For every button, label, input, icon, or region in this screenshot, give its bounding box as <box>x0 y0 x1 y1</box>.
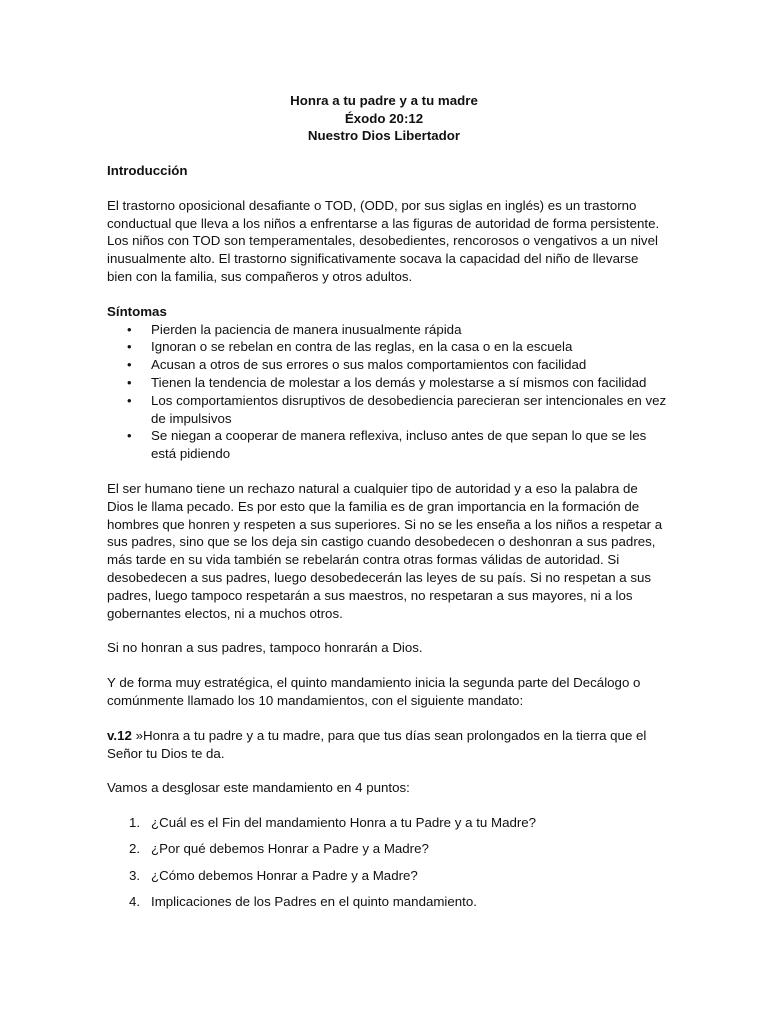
list-item-text: Implicaciones de los Padres en el quinto mandamiento. <box>151 894 477 909</box>
list-item-text: Se niegan a cooperar de manera reflexiva, incluso antes de que sepan lo que se les está pidiendo <box>151 428 647 462</box>
points-list <box>107 814 667 911</box>
list-number: 3. <box>129 867 141 883</box>
verse-reference: v.12 <box>107 727 132 743</box>
list-item <box>107 338 667 356</box>
list-item <box>107 356 667 374</box>
verse-paragraph <box>107 727 667 763</box>
body-paragraph-1: El ser humano tiene un rechazo natural a cualquier tipo de autoridad y a eso la palabra de Dios le llama pecado. Es por esto que la familia es de gran importancia en la formación de hombres que honren y respeten a sus superiores. Si no se les enseña a los niños a respetar a sus padres, sino que se los deja sin castigo cuando desobedecen o deshonran a sus padres, más tarde en su vida también se rebelarán contra otras formas válidas de autoridad. Si desobedecen a sus padres, luego desobedecerán las leyes de su país. Si no respetan a sus padres, luego tampoco respetarán a sus maestros, no respetaran a sus mayores, ni a los gobernantes electos, ni a muchos otros. <box>107 480 663 621</box>
symptoms-list <box>107 321 667 463</box>
list-item-text: Pierden la paciencia de manera inusualmente rápida <box>151 321 462 337</box>
symptoms-heading: Síntomas <box>107 303 167 319</box>
intro-paragraph: El trastorno oposicional desafiante o TOD, (ODD, por sus siglas en inglés) es un trastorno conductual que lleva a los niños a enfrentarse a las figuras de autoridad de forma persistente. Los niños con TOD son temperamentales, desobedientes, rencorosos o vengativos a un nivel inusualmente alto. El trastorno significativamente socava la capacidad del niño de llevarse bien con la familia, sus compañeros y otros adultos. <box>107 197 660 284</box>
list-item-text: ¿Cuál es el Fin del mandamiento Honra a tu Padre y a tu Madre? <box>151 815 537 831</box>
bullet-icon: • <box>127 321 132 337</box>
list-number: 4. <box>129 894 141 909</box>
list-number: 2. <box>129 841 141 857</box>
document-subtitle: Nuestro Dios Libertador <box>307 128 461 143</box>
list-number: 1. <box>129 815 141 831</box>
list-item <box>107 867 667 885</box>
scripture-reference: Éxodo 20:12 <box>344 110 424 126</box>
list-item <box>107 392 667 428</box>
document-title: Honra a tu padre y a tu madre <box>290 93 478 108</box>
list-item <box>107 893 667 911</box>
list-item-text: ¿Cómo debemos Honrar a Padre y a Madre? <box>151 867 418 883</box>
bullet-icon: • <box>127 357 132 373</box>
bullet-icon: • <box>127 428 132 444</box>
bullet-icon: • <box>127 339 132 355</box>
list-item-text: Los comportamientos disruptivos de desobediencia parecieran ser intencionales en vez de impulsivos <box>151 392 667 426</box>
body-paragraph-2: Si no honran a sus padres, tampoco honrarán a Dios. <box>107 640 423 656</box>
list-item <box>107 840 667 858</box>
list-item-text: Tienen la tendencia de molestar a los demás y molestarse a sí mismos con facilidad <box>151 374 647 390</box>
document-title-block <box>0 92 768 145</box>
bullet-icon: • <box>127 392 132 408</box>
list-item <box>107 374 667 392</box>
document-body <box>107 162 667 919</box>
verse-text: »Honra a tu padre y a tu madre, para que tus días sean prolongados en la tierra que el Señor tu Dios te da. <box>107 727 647 761</box>
bullet-icon: • <box>127 374 132 390</box>
list-item <box>107 814 667 832</box>
intro-heading: Introducción <box>107 163 188 178</box>
list-item-text: Acusan a otros de sus errores o sus malos comportamientos con facilidad <box>151 357 587 373</box>
body-paragraph-4: Vamos a desglosar este mandamiento en 4 puntos: <box>107 780 410 796</box>
body-paragraph-3: Y de forma muy estratégica, el quinto mandamiento inicia la segunda parte del Decálogo o comúnmente llamado los 10 mandamientos, con el siguiente mandato: <box>107 675 641 708</box>
list-item <box>107 427 667 463</box>
list-item-text: ¿Por qué debemos Honrar a Padre y a Madre? <box>151 841 429 857</box>
list-item <box>107 321 667 339</box>
list-item-text: Ignoran o se rebelan en contra de las reglas, en la casa o en la escuela <box>151 339 573 355</box>
